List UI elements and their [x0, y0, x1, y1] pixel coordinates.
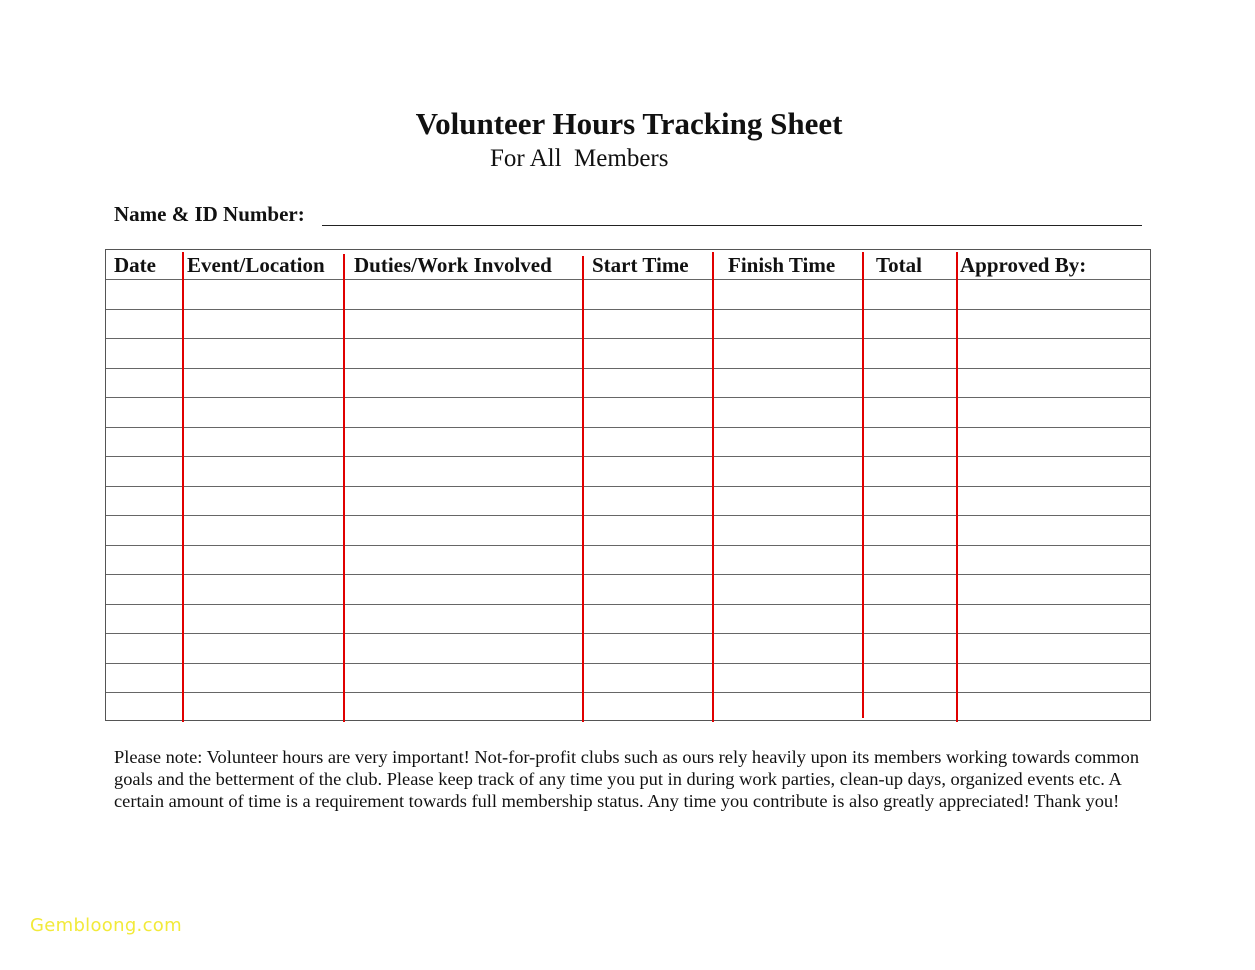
column-header-date: Date: [114, 253, 156, 277]
column-header-duties: Duties/Work Involved: [354, 253, 552, 277]
column-header-start: Start Time: [592, 253, 689, 277]
name-id-blank-line[interactable]: [322, 225, 1142, 226]
table-row[interactable]: [106, 279, 1150, 280]
column-header-approved: Approved By:: [960, 253, 1087, 277]
table-row[interactable]: [106, 427, 1150, 428]
table-row[interactable]: [106, 338, 1150, 339]
table-row[interactable]: [106, 574, 1150, 575]
hours-table: [105, 249, 1151, 721]
table-row[interactable]: [106, 663, 1150, 664]
column-header-finish: Finish Time: [728, 253, 836, 277]
column-divider: [712, 252, 714, 722]
table-row[interactable]: [106, 456, 1150, 457]
page-subtitle: For All Members: [490, 145, 669, 172]
table-row[interactable]: [106, 309, 1150, 310]
column-divider: [862, 252, 864, 718]
note-paragraph: Please note: Volunteer hours are very important! Not-for-profit clubs such as ours rely heavily upon its members working towards common goals and the betterment of the club. Please keep track of any time you put in during work parties, clean-up days, organized events etc. A certain amount of time is a requirement towards full membership status. Any time you contribute is also greatly appreciated! Thank you!: [114, 747, 1140, 811]
table-row[interactable]: [106, 486, 1150, 487]
column-divider: [582, 256, 584, 722]
column-divider: [182, 252, 184, 722]
table-row[interactable]: [106, 633, 1150, 634]
column-header-event: Event/Location: [187, 253, 325, 277]
column-header-total: Total: [876, 253, 922, 277]
table-row[interactable]: [106, 515, 1150, 516]
column-divider: [956, 252, 958, 722]
watermark: Gembloong.com: [30, 915, 182, 936]
table-row[interactable]: [106, 545, 1150, 546]
table-row[interactable]: [106, 397, 1150, 398]
table-row[interactable]: [106, 368, 1150, 369]
page-title: Volunteer Hours Tracking Sheet: [415, 106, 843, 141]
table-row[interactable]: [106, 692, 1150, 693]
name-id-label: Name & ID Number:: [114, 202, 305, 226]
table-row[interactable]: [106, 604, 1150, 605]
column-divider: [343, 254, 345, 722]
